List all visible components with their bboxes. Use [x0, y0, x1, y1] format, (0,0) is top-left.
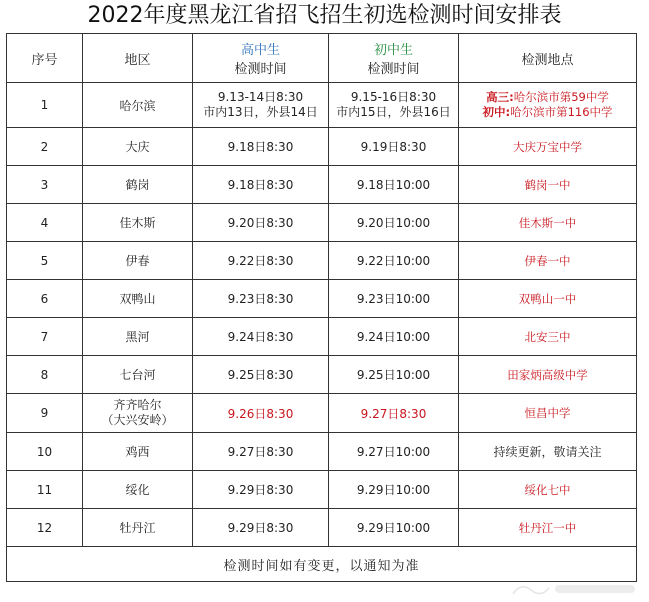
- loc-junior: 哈尔滨市第116中学: [510, 105, 613, 119]
- table-row: [7, 318, 637, 356]
- cell-junior: 9.27日8:30: [329, 394, 459, 433]
- cell-region-line1: 齐齐哈尔: [113, 398, 162, 412]
- cell-location: 绥化七中: [459, 471, 637, 509]
- cell-senior: 9.29日8:30: [193, 509, 329, 547]
- cell-region: [83, 394, 193, 433]
- table-row: [7, 166, 637, 204]
- footer-note: 检测时间如有变更，以通知为准: [7, 547, 637, 582]
- table-row: [7, 204, 637, 242]
- cell-senior: 9.27日8:30: [193, 433, 329, 471]
- cell-region: 佳木斯: [83, 204, 193, 242]
- header-row: [7, 34, 637, 83]
- cell-location: 持续更新，敬请关注: [459, 433, 637, 471]
- header-senior-sub: 检测时间: [234, 62, 287, 77]
- cell-junior-line2: 市内15日，外县16日: [336, 105, 451, 119]
- table-row: [7, 128, 637, 166]
- header-junior-label: 初中生: [373, 43, 413, 58]
- cell-senior-line1: 9.13-14日8:30: [217, 90, 304, 104]
- cell-region: 七台河: [83, 356, 193, 394]
- cell-junior: [329, 83, 459, 128]
- cell-junior: 9.27日10:00: [329, 433, 459, 471]
- cell-region: 黑河: [83, 318, 193, 356]
- cell-region: 鹤岗: [83, 166, 193, 204]
- cell-seq: 4: [7, 204, 83, 242]
- cell-location: 伊春一中: [459, 242, 637, 280]
- cell-junior: 9.18日10:00: [329, 166, 459, 204]
- table-row: [7, 83, 637, 128]
- cell-senior: 9.24日8:30: [193, 318, 329, 356]
- table-row: [7, 242, 637, 280]
- cell-junior: 9.25日10:00: [329, 356, 459, 394]
- cell-region: 牡丹江: [83, 509, 193, 547]
- table-row: [7, 280, 637, 318]
- page-title: 2022年度黑龙江省招飞招生初选检测时间安排表: [87, 3, 562, 28]
- cell-region: 哈尔滨: [83, 83, 193, 128]
- header-junior-sub: 检测时间: [367, 62, 420, 77]
- cell-seq: 9: [7, 394, 83, 433]
- cell-seq: 11: [7, 471, 83, 509]
- cell-region: 鸡西: [83, 433, 193, 471]
- cell-junior: 9.19日8:30: [329, 128, 459, 166]
- cell-location: 鹤岗一中: [459, 166, 637, 204]
- cell-location: 恒昌中学: [459, 394, 637, 433]
- cell-senior: [193, 83, 329, 128]
- header-senior-label: 高中生: [240, 43, 280, 58]
- cell-region-line2: （大兴安岭）: [101, 413, 174, 427]
- cell-senior: 9.18日8:30: [193, 128, 329, 166]
- cell-region: 绥化: [83, 471, 193, 509]
- cell-region: 大庆: [83, 128, 193, 166]
- loc-tag-senior: 高三:: [486, 90, 514, 104]
- cell-region: 双鸭山: [83, 280, 193, 318]
- table-row: [7, 394, 637, 433]
- cell-seq: 7: [7, 318, 83, 356]
- cell-location: 田家炳高级中学: [459, 356, 637, 394]
- loc-senior: 哈尔滨市第59中学: [513, 90, 609, 104]
- table-row: [7, 356, 637, 394]
- cell-seq: 12: [7, 509, 83, 547]
- loc-tag-junior: 初中:: [482, 105, 511, 119]
- cell-senior: 9.18日8:30: [193, 166, 329, 204]
- cell-junior: 9.29日10:00: [329, 471, 459, 509]
- table-row: [7, 509, 637, 547]
- cell-senior: 9.25日8:30: [193, 356, 329, 394]
- cell-junior: 9.22日10:00: [329, 242, 459, 280]
- cell-senior: 9.23日8:30: [193, 280, 329, 318]
- cell-location: [459, 83, 637, 128]
- cell-location: 大庆万宝中学: [459, 128, 637, 166]
- cell-senior: 9.26日8:30: [193, 394, 329, 433]
- cell-location: 佳木斯一中: [459, 204, 637, 242]
- cell-senior: 9.29日8:30: [193, 471, 329, 509]
- header-location: 检测地点: [459, 34, 637, 83]
- cell-seq: 5: [7, 242, 83, 280]
- header-seq: 序号: [7, 34, 83, 83]
- cell-seq: 2: [7, 128, 83, 166]
- cell-location: 北安三中: [459, 318, 637, 356]
- header-region: 地区: [83, 34, 193, 83]
- cell-junior: 9.23日10:00: [329, 280, 459, 318]
- watermark-logo: [511, 580, 641, 598]
- cell-junior: 9.24日10:00: [329, 318, 459, 356]
- cell-seq: 8: [7, 356, 83, 394]
- cell-junior-line1: 9.15-16日8:30: [350, 90, 437, 104]
- table-row: [7, 471, 637, 509]
- cell-senior: 9.22日8:30: [193, 242, 329, 280]
- cell-seq: 10: [7, 433, 83, 471]
- cell-junior: 9.29日10:00: [329, 509, 459, 547]
- cell-seq: 6: [7, 280, 83, 318]
- cell-senior-line2: 市内13日，外县14日: [203, 105, 318, 119]
- schedule-table: [6, 33, 637, 582]
- cell-senior: 9.20日8:30: [193, 204, 329, 242]
- cell-region: 伊春: [83, 242, 193, 280]
- cell-location: 双鸭山一中: [459, 280, 637, 318]
- table-row: [7, 433, 637, 471]
- cell-seq: 3: [7, 166, 83, 204]
- footer-row: [7, 547, 637, 582]
- cell-seq: 1: [7, 83, 83, 128]
- cell-junior: 9.20日10:00: [329, 204, 459, 242]
- cell-location: 牡丹江一中: [459, 509, 637, 547]
- header-junior: [329, 34, 459, 83]
- header-senior: [193, 34, 329, 83]
